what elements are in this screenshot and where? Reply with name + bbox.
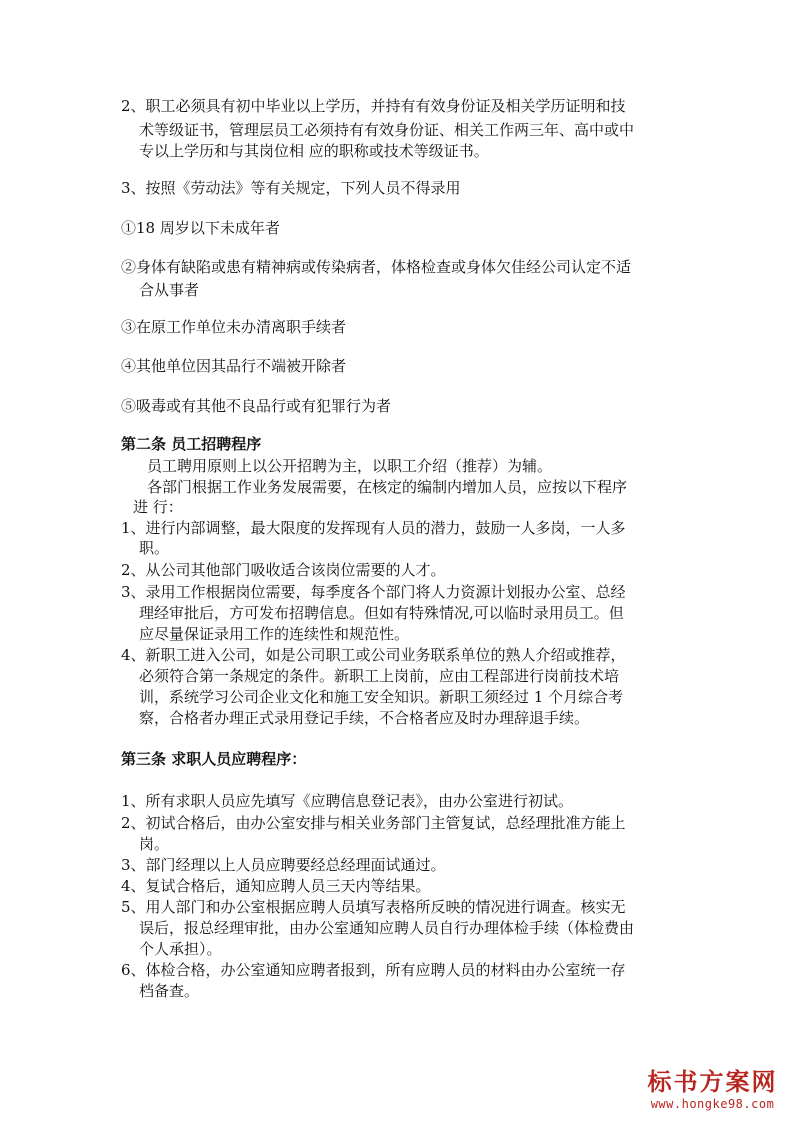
section3-item2-line2: 岗。 — [139, 835, 170, 853]
section3-item3: 3、部门经理以上人员应聘要经总经理面试通过。 — [121, 856, 446, 874]
section3-item5-line1: 5、用人部门和办公室根据应聘人员填写表格所反映的情况进行调查。核实无 — [121, 898, 626, 916]
circled-item-4: ④其他单位因其品行不端被开除者 — [121, 357, 347, 375]
section2-item1-line1: 1、进行内部调整，最大限度的发挥现有人员的潜力，鼓励一人多岗，一人多 — [121, 519, 626, 537]
item2-line1: 2、职工必须具有初中毕业以上学历，并持有有效身份证及相关学历证明和技 — [121, 97, 626, 115]
section2-item4-line2: 必须符合第一条规定的条件。新职工上岗前，应由工程部进行岗前技术培 — [139, 667, 620, 685]
section2-item3-line1: 3、录用工作根据岗位需要，每季度各个部门将人力资源计划报办公室、总经 — [121, 583, 626, 601]
section3-heading: 第三条 求职人员应聘程序： — [121, 750, 307, 768]
section3-item5-line2: 误后，报总经理审批，由办公室通知应聘人员自行办理体检手续（体检费由 — [139, 919, 635, 937]
site-watermark — [640, 1068, 785, 1112]
circled-item-2-line1: ②身体有缺陷或患有精神病或传染病者，体格检查或身体欠佳经公司认定不适 — [121, 258, 632, 276]
circled-item-5: ⑤吸毒或有其他不良品行或有犯罪行为者 — [121, 397, 392, 415]
section3-item2-line1: 2、初试合格后，由办公室安排与相关业务部门主管复试，总经理批准方能上 — [121, 814, 626, 832]
section2-item4-line4: 察，合格者办理正式录用登记手续，不合格者应及时办理辞退手续。 — [139, 709, 590, 727]
section3-item4: 4、复试合格后，通知应聘人员三天内等结果。 — [121, 877, 431, 895]
circled-item-3: ③在原工作单位未办清离职手续者 — [121, 318, 347, 336]
section3-item6-line2: 档备查。 — [139, 982, 200, 1000]
circled-item-2-line2: 合从事者 — [139, 281, 200, 299]
section2-item3-line3: 应尽量保证录用工作的连续性和规范性。 — [139, 625, 410, 643]
section2-heading: 第二条 员工招聘程序 — [121, 435, 262, 453]
watermark-url: www.hongke98.com — [650, 1097, 775, 1111]
item2-line3: 专以上学历和与其岗位相 应的职称或技术等级证书。 — [139, 142, 489, 160]
item3-line: 3、按照《劳动法》等有关规定，下列人员不得录用 — [121, 179, 461, 197]
circled-item-1: ①18 周岁以下未成年者 — [121, 219, 280, 237]
section2-item4-line1: 4、新职工进入公司，如是公司职工或公司业务联系单位的熟人介绍或推荐， — [121, 646, 626, 664]
section2-item2: 2、从公司其他部门吸收适合该岗位需要的人才。 — [121, 561, 446, 579]
section2-para2-line2: 进 行： — [133, 498, 183, 516]
section3-item6-line1: 6、体检合格，办公室通知应聘者报到，所有应聘人员的材料由办公室统一存 — [121, 961, 626, 979]
item2-line2: 术等级证书，管理层员工必须持有有效身份证、相关工作两三年、高中或中 — [139, 121, 635, 139]
section2-item3-line2: 理经审批后，方可发布招聘信息。但如有特殊情况,可以临时录用员工。但 — [139, 604, 624, 622]
section3-item1: 1、所有求职人员应先填写《应聘信息登记表》，由办公室进行初试。 — [121, 792, 574, 810]
watermark-title: 标书方案网 — [647, 1068, 778, 1096]
section3-item5-line3: 个人承担）。 — [139, 940, 222, 958]
section2-item4-line3: 训，系统学习公司企业文化和施工安全知识。新职工须经过 1 个月综合考 — [139, 688, 624, 706]
section2-para2-line1: 各部门根据工作业务发展需要，在核定的编制内增加人员，应按以下程序 — [147, 478, 628, 496]
section2-item1-line2: 职。 — [139, 539, 170, 557]
section2-para1: 员工聘用原则上以公开招聘为主，以职工介绍（推荐）为辅。 — [147, 457, 553, 475]
